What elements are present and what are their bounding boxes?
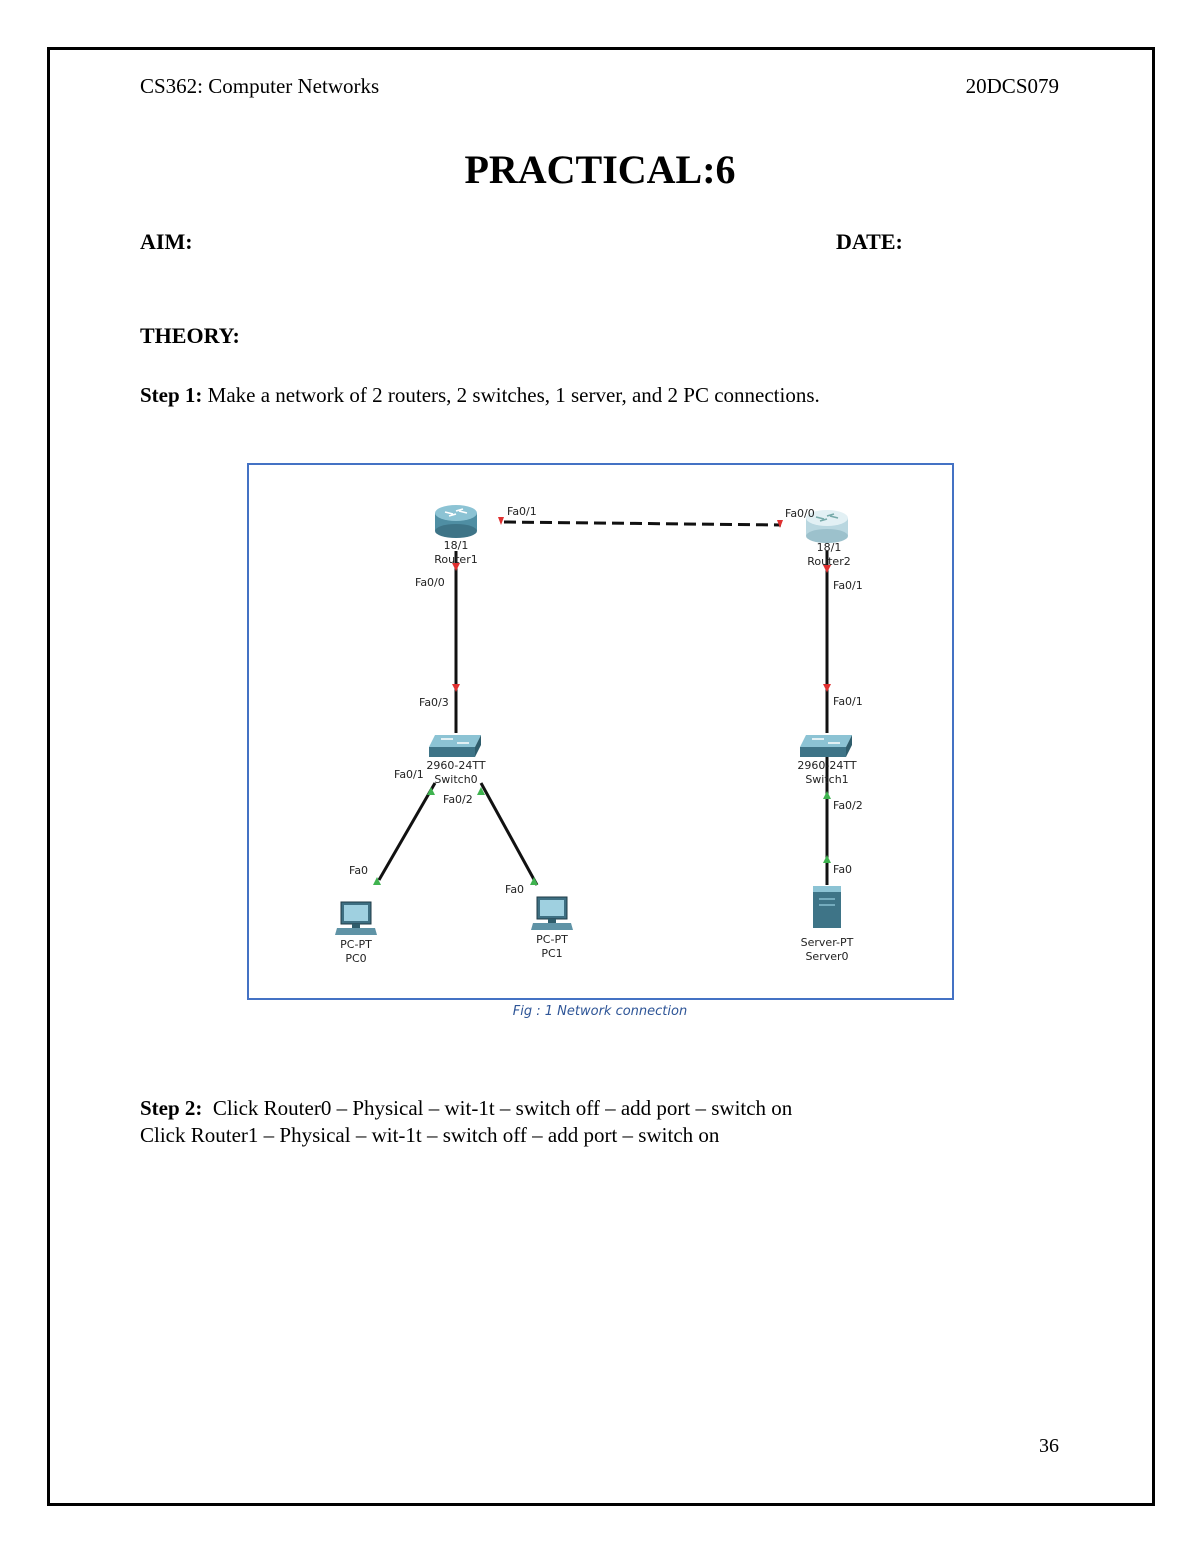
pc1-label-1: PC-PT [536, 933, 568, 946]
port-label-s1-fa02: Fa0/2 [833, 799, 863, 812]
header-roll-no: 20DCS079 [965, 74, 1059, 98]
step-1-text: Make a network of 2 routers, 2 switches, 1 server, and 2 PC connections. [202, 383, 820, 407]
page-title: PRACTICAL:6 [464, 147, 736, 192]
port-label-srv-fa0: Fa0 [833, 863, 853, 876]
router0-label-2: Router1 [434, 553, 478, 566]
link-marker-srv-fa0 [823, 855, 831, 863]
port-label-r0-fa00: Fa0/0 [415, 576, 445, 589]
link-switch0-pc0 [379, 783, 435, 880]
port-label-s0-fa03: Fa0/3 [419, 696, 449, 709]
port-label-s0-fa02: Fa0/2 [443, 793, 473, 806]
port-label-s1-fa01: Fa0/1 [833, 695, 863, 708]
port-label-r1-fa00: Fa0/0 [785, 507, 815, 520]
server0-label-1: Server-PT [800, 936, 854, 949]
port-label-r1-fa01: Fa0/1 [833, 579, 863, 592]
network-figure [247, 463, 954, 1000]
date-label: DATE: [836, 229, 903, 254]
header-course: CS362: Computer Networks [140, 74, 380, 98]
step-2 [140, 1096, 792, 1121]
router0-label-1: 18/1 [443, 539, 469, 552]
aim-label: AIM: [140, 229, 193, 254]
router1-label-1: 18/1 [816, 541, 842, 554]
link-marker-r0-fa01 [498, 517, 504, 525]
step-2-line-2: Click Router1 – Physical – wit-1t – switch off – add port – switch on [140, 1123, 720, 1147]
pc0-label-2: PC0 [345, 952, 367, 965]
link-marker-s0-fa01 [427, 787, 435, 795]
page-number: 36 [1039, 1435, 1059, 1457]
pc1-label-2: PC1 [541, 947, 563, 960]
port-label-pc1-fa0: Fa0 [505, 883, 525, 896]
link-marker-s1-fa01 [823, 684, 831, 692]
link-marker-s0-fa03 [452, 684, 460, 692]
step-1 [140, 383, 820, 408]
switch0-icon[interactable] [429, 735, 481, 757]
pc1-icon[interactable] [531, 897, 573, 930]
step-1-label: Step 1: [140, 383, 203, 407]
switch0-label-2: Switch0 [434, 773, 478, 786]
step-2-label: Step 2: [140, 1096, 203, 1120]
link-marker-s1-fa02 [823, 791, 831, 799]
router0-icon[interactable] [435, 505, 477, 538]
link-switch0-pc1 [481, 783, 537, 885]
link-marker-pc1-fa0 [530, 877, 538, 885]
pc0-label-1: PC-PT [340, 938, 372, 951]
server0-icon[interactable] [813, 886, 841, 928]
switch0-label-1: 2960-24TT [426, 759, 486, 772]
pc0-icon[interactable] [335, 902, 377, 935]
port-label-r0-fa01: Fa0/1 [507, 505, 537, 518]
router1-label-2: Router2 [807, 555, 851, 568]
port-label-s0-fa01: Fa0/1 [394, 768, 424, 781]
server0-label-2: Server0 [805, 950, 849, 963]
switch1-icon[interactable] [800, 735, 852, 757]
figure-caption: Fig : 1 Network connection [512, 1004, 688, 1019]
switch1-label-2: Switch1 [805, 773, 849, 786]
link-router0-router1 [504, 522, 781, 525]
port-label-pc0-fa0: Fa0 [349, 864, 369, 877]
step-2-line-1: Click Router0 – Physical – wit-1t – switch off – add port – switch on [202, 1096, 793, 1120]
theory-label: THEORY: [140, 323, 240, 348]
switch1-label-1: 2960-24TT [797, 759, 857, 772]
network-diagram [249, 465, 952, 998]
